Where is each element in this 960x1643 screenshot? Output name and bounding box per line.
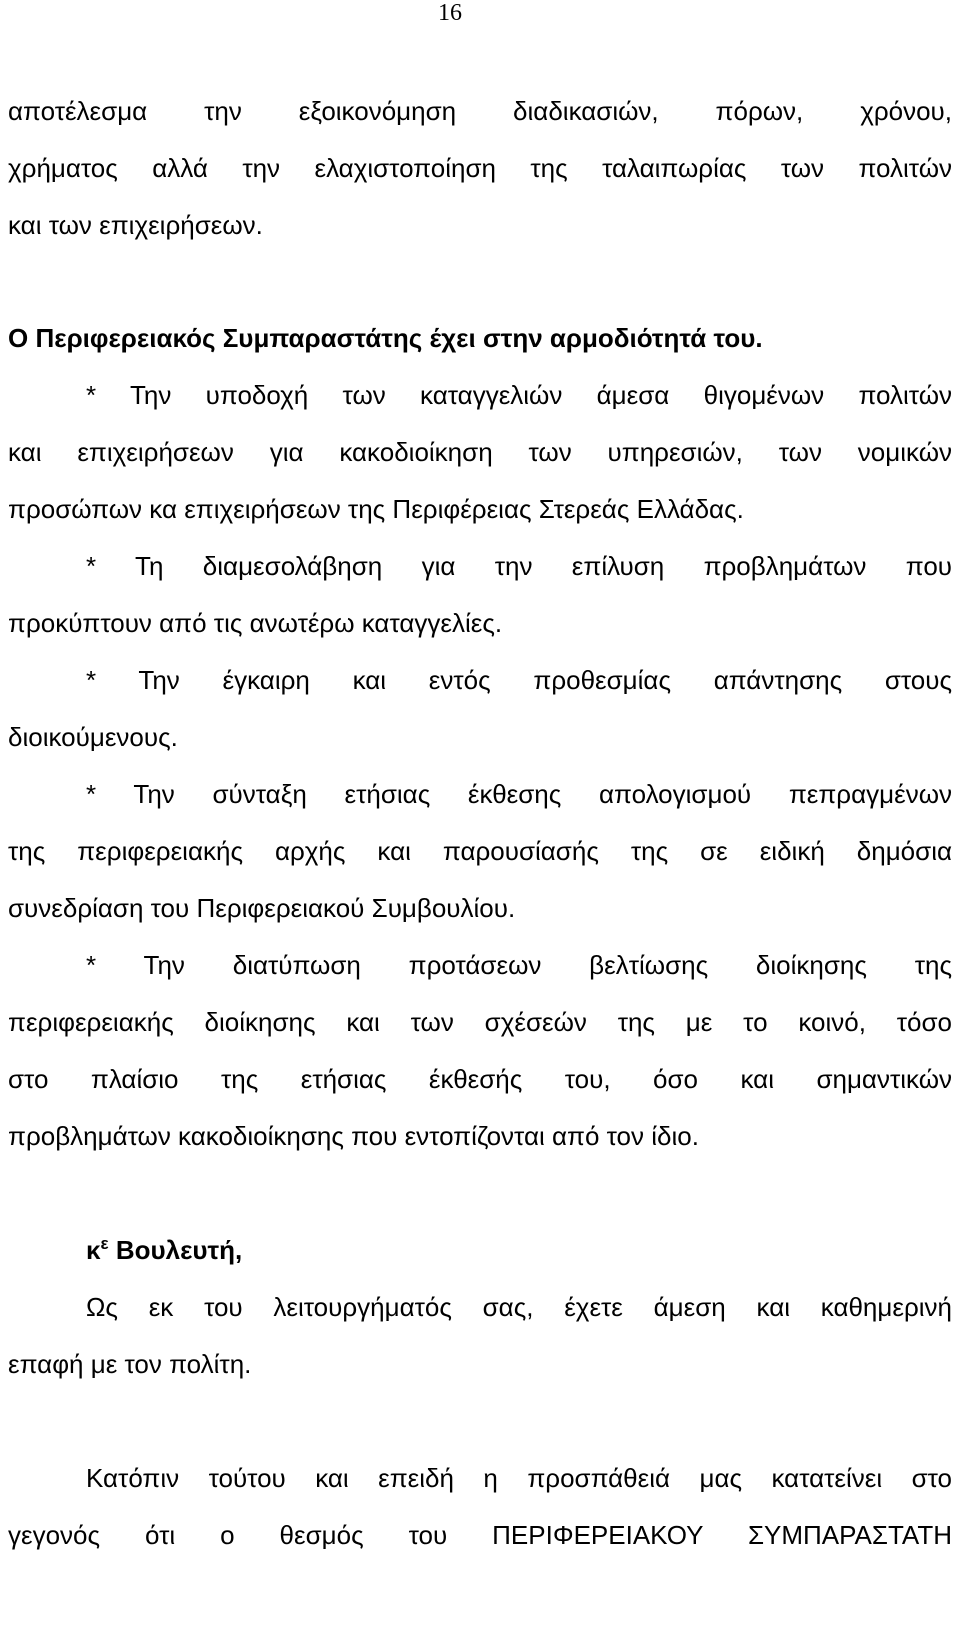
bullet-2-line-1: * Τη διαμεσολάβηση για την επίλυση προβλημάτων που: [86, 551, 952, 581]
page-number: 16: [438, 0, 462, 26]
section-heading: Ο Περιφερειακός Συμπαραστάτης έχει στην αρμοδιότητά του.: [8, 323, 763, 353]
salutation-superscript: ε: [100, 1234, 109, 1253]
closing-paragraph-2-line-2: γεγονός ότι ο θεσμός του ΠΕΡΙΦΕΡΕΙΑΚΟΥ ΣΥΜΠΑΡΑΣΤΑΤΗ: [8, 1520, 952, 1550]
bullet-1-line-1: * Την υποδοχή των καταγγελιών άμεσα θιγομένων πολιτών: [86, 380, 952, 410]
bullet-2-line-2: προκύπτουν από τις ανωτέρω καταγγελίες.: [8, 608, 503, 638]
closing-paragraph-2-line-1: Κατόπιν τούτου και επειδή η προσπάθειά μας κατατείνει στο: [86, 1463, 952, 1493]
bullet-4-line-1: * Την σύνταξη ετήσιας έκθεσης απολογισμού πεπραγμένων: [86, 779, 952, 809]
bullet-5-line-2: περιφερειακής διοίκησης και των σχέσεών της με το κοινό, τόσο: [8, 1007, 952, 1037]
paragraph-line-3: και των επιχειρήσεων.: [8, 210, 263, 240]
salutation-k: κ: [86, 1235, 101, 1265]
bullet-5-line-1: * Την διατύπωση προτάσεων βελτίωσης διοίκησης της: [86, 950, 952, 980]
bullet-5-line-3: στο πλαίσιο της ετήσιας έκθεσής του, όσο και σημαντικών: [8, 1064, 952, 1094]
paragraph-line-2: χρήματος αλλά την ελαχιστοποίηση της ταλαιπωρίας των πολιτών: [8, 153, 952, 183]
bullet-3-line-2: διοικούμενους.: [8, 722, 178, 752]
bullet-5-line-4: προβλημάτων κακοδιοίκησης που εντοπίζονται από τον ίδιο.: [8, 1121, 699, 1151]
bullet-3-line-1: * Την έγκαιρη και εντός προθεσμίας απάντησης στους: [86, 665, 952, 695]
bullet-4-line-2: της περιφερειακής αρχής και παρουσίασής της σε ειδική δημόσια: [8, 836, 952, 866]
bullet-4-line-3: συνεδρίαση του Περιφερειακού Συμβουλίου.: [8, 893, 516, 923]
closing-paragraph-1-line-1: Ως εκ του λειτουργήματός σας, έχετε άμεση και καθημερινή: [86, 1292, 952, 1322]
salutation: [86, 1235, 952, 1265]
bullet-1-line-3: προσώπων κα επιχειρήσεων της Περιφέρειας Στερεάς Ελλάδας.: [8, 494, 744, 524]
closing-paragraph-1-line-2: επαφή με τον πολίτη.: [8, 1349, 252, 1379]
bullet-1-line-2: και επιχειρήσεων για κακοδιοίκηση των υπηρεσιών, των νομικών: [8, 437, 952, 467]
paragraph-line-1: αποτέλεσμα την εξοικονόμηση διαδικασιών, πόρων, χρόνου,: [8, 96, 952, 126]
salutation-title: Βουλευτή,: [115, 1235, 243, 1265]
